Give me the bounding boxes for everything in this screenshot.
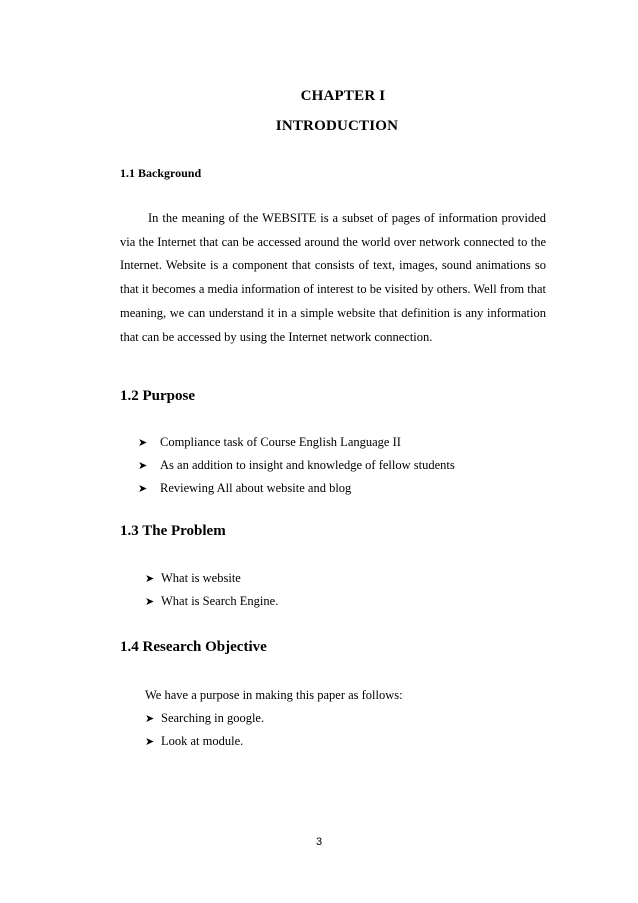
arrow-bullet-icon: ➤ xyxy=(138,482,148,495)
background-heading: 1.1 Background xyxy=(120,166,202,180)
list-item-text: Searching in google. xyxy=(161,711,265,725)
list-item-text: What is Search Engine. xyxy=(161,594,279,608)
chapter-title: INTRODUCTION xyxy=(275,118,399,134)
list-item xyxy=(138,454,455,477)
list-item-text: As an addition to insight and knowledge of fellow students xyxy=(160,458,455,472)
research-heading: 1.4 Research Objective xyxy=(120,639,267,655)
arrow-bullet-icon: ➤ xyxy=(145,712,155,725)
arrow-bullet-icon: ➤ xyxy=(138,459,148,472)
list-item xyxy=(145,590,278,613)
list-item xyxy=(138,431,455,454)
page-number: 3 xyxy=(315,836,323,848)
chapter-number: CHAPTER I xyxy=(300,88,386,104)
problem-list xyxy=(145,567,278,613)
research-intro: We have a purpose in making this paper as follows: xyxy=(145,688,403,702)
background-paragraph xyxy=(120,207,546,349)
arrow-bullet-icon: ➤ xyxy=(145,572,155,585)
list-item xyxy=(145,707,264,730)
list-item-text: Look at module. xyxy=(161,734,244,748)
arrow-bullet-icon: ➤ xyxy=(145,735,155,748)
arrow-bullet-icon: ➤ xyxy=(145,595,155,608)
research-list xyxy=(145,707,264,753)
list-item-text: Compliance task of Course English Language II xyxy=(160,435,401,449)
list-item xyxy=(138,477,455,500)
arrow-bullet-icon: ➤ xyxy=(138,436,148,449)
purpose-heading: 1.2 Purpose xyxy=(120,388,195,404)
problem-heading: 1.3 The Problem xyxy=(120,523,226,539)
list-item-text: What is website xyxy=(161,571,241,585)
list-item xyxy=(145,567,278,590)
background-text: In the meaning of the WEBSITE is a subset of pages of information provided via the Internet that can be accessed around the world over network connected to the Internet. Website is a component that consists of text, images, sound animations so that it becomes a media information of interest to be visited by others. Well from that meaning, we can understand it in a simple website that definition is any information that can be accessed by using the Internet network connection. xyxy=(120,211,546,344)
list-item xyxy=(145,730,264,753)
purpose-list xyxy=(138,431,455,500)
list-item-text: Reviewing All about website and blog xyxy=(160,481,352,495)
